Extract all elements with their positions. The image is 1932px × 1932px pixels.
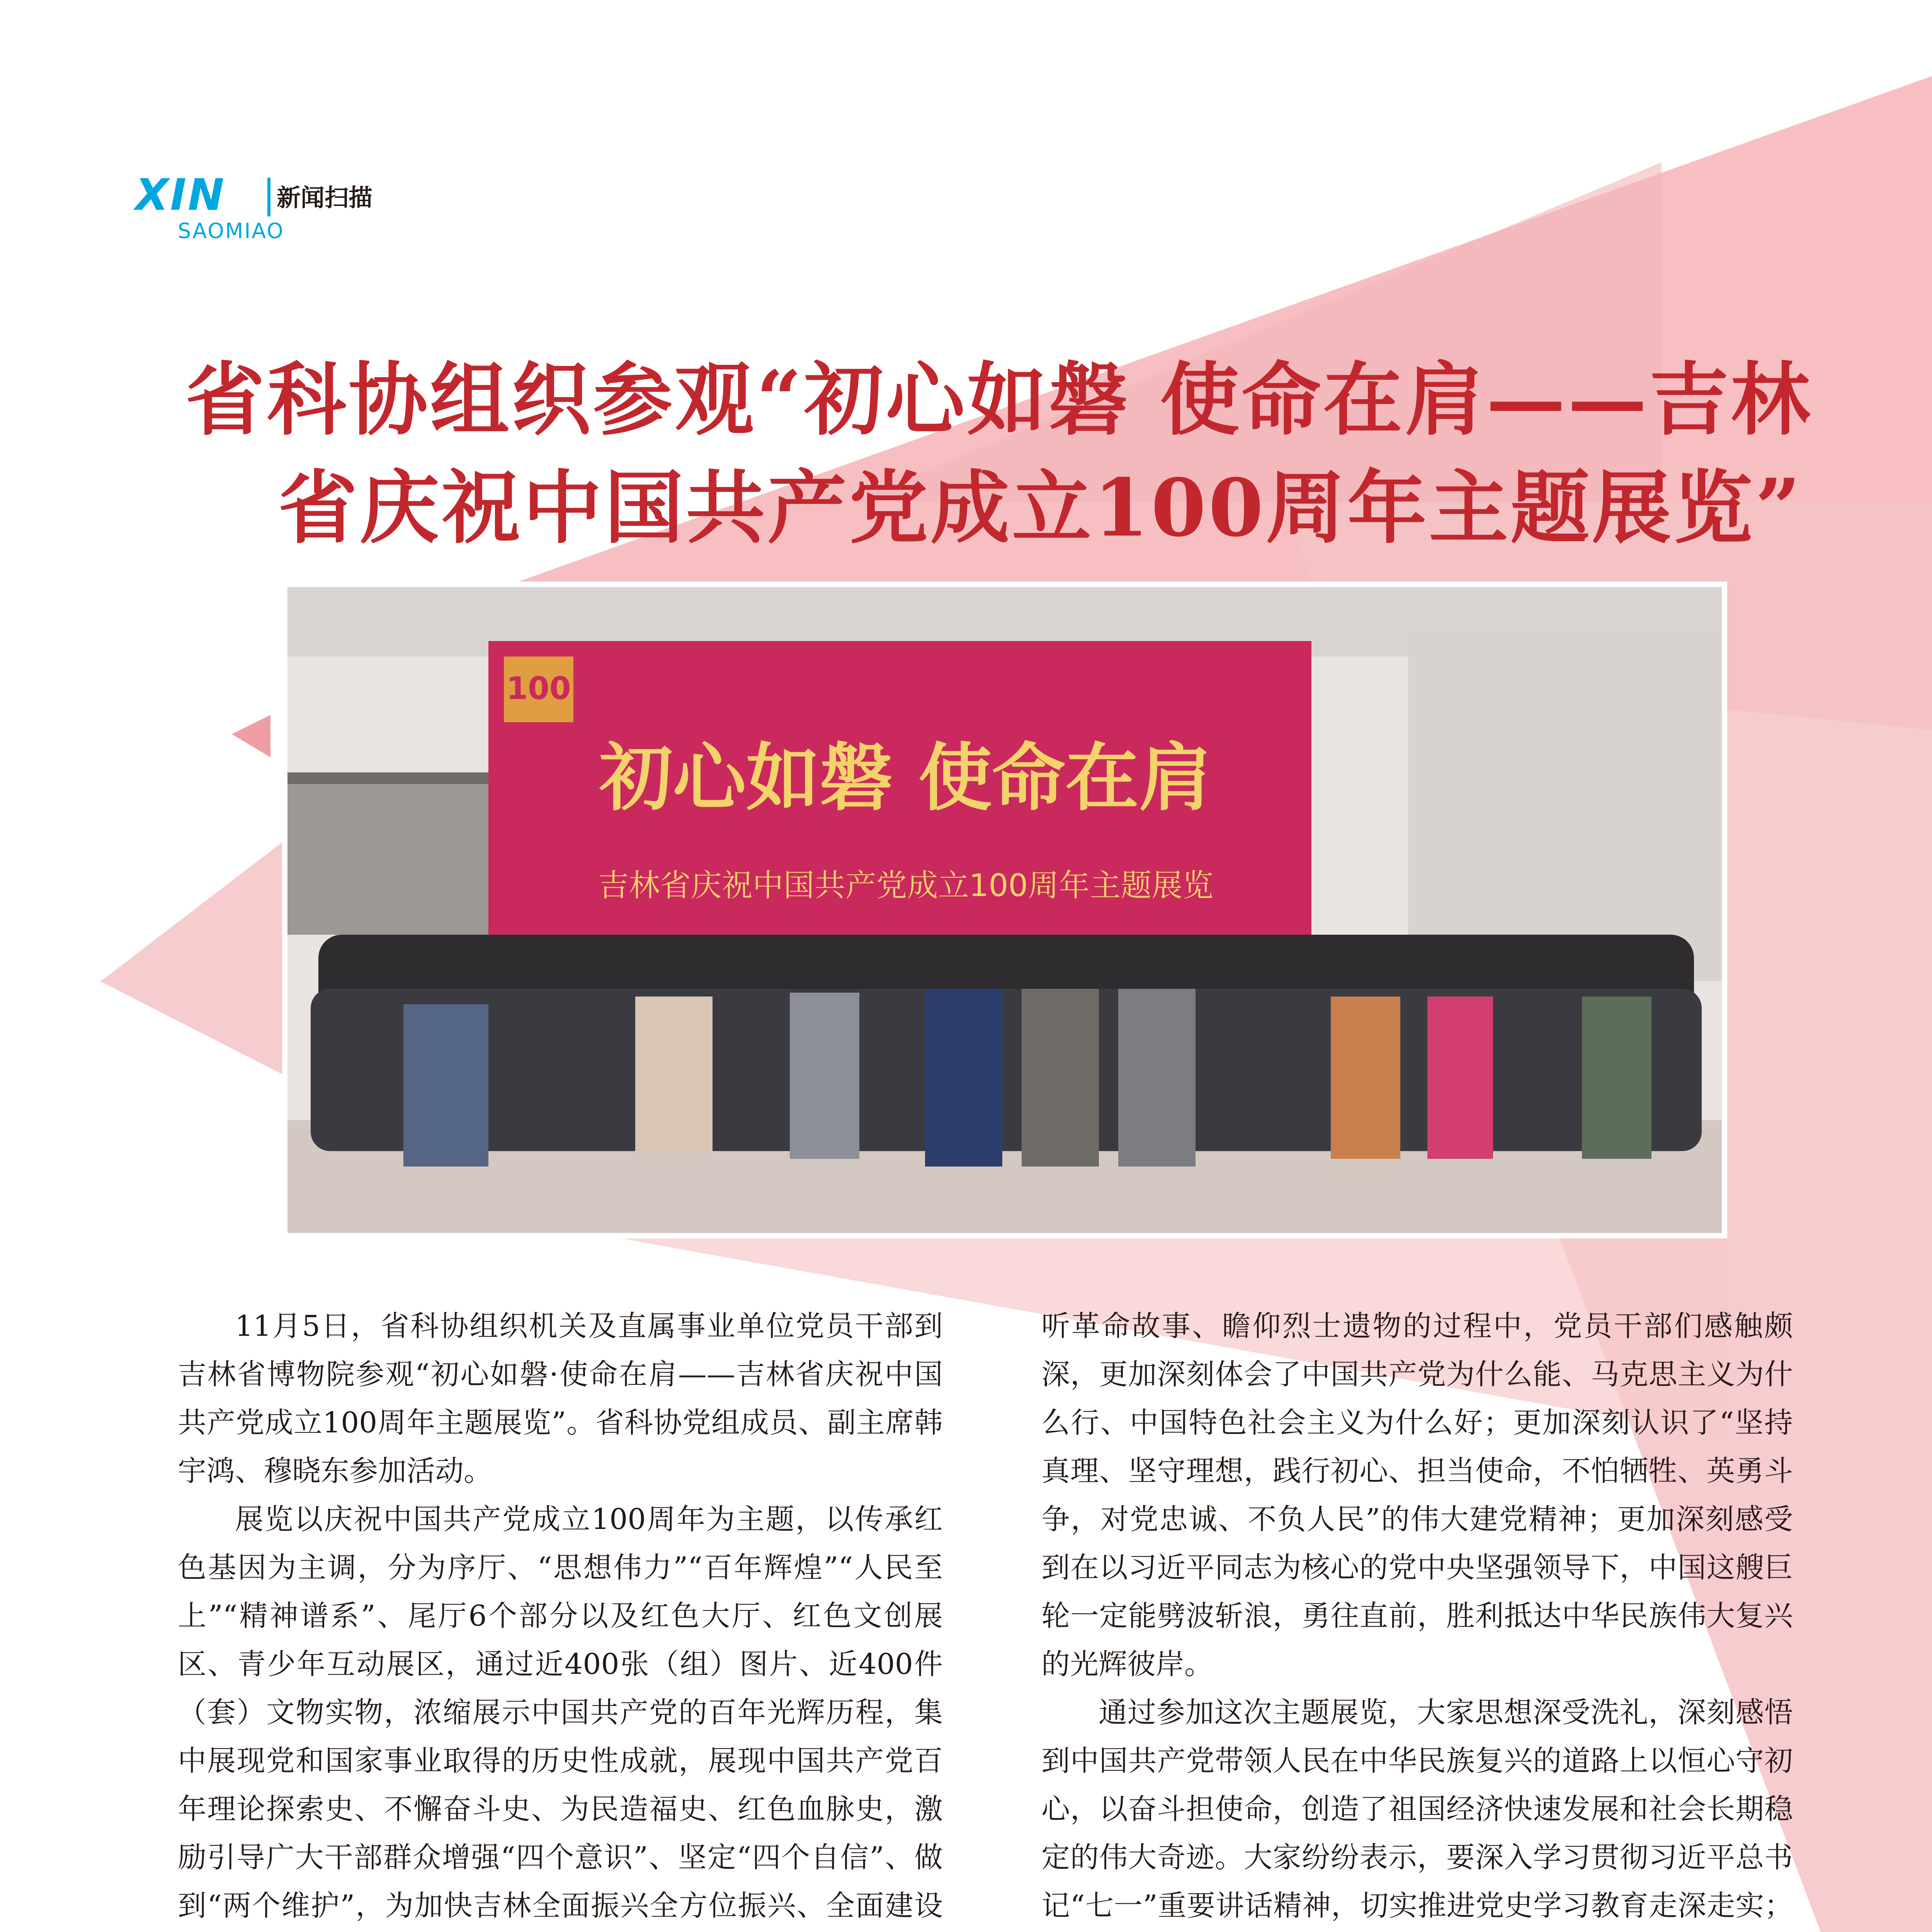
group-photo: [282, 582, 1727, 1238]
section-title: 新闻扫描: [277, 184, 373, 212]
article-right-column: [1041, 1302, 1793, 1932]
triangle-pink-left: [100, 842, 282, 1074]
paragraph-2: 展览以庆祝中国共产党成立100周年为主题，以传承红色基因为主调，分为序厅、“思想伟力”“百年辉煌”“人民至上”“精神谱系”、尾厅6个部分以及红色大厅、红色文创展区、青少年互动展区，通过近400张（组）图片、近400件（套）文物实物，浓缩展示中国共产党的百年光辉历程，集中展现党和国家事业取得的历史性成就，展现中国共产党百年理论探索史、不懈奋斗史、为民造福史、红色血脉史，激励引导广大干部群众增强“四个意识”、坚定“四个自信”、做到“两个维护”，为加快吉林全面振兴全方位振兴、全面建设: [178, 1503, 943, 1922]
section-logo: XIN: [135, 170, 226, 220]
crowd: [311, 935, 1702, 1167]
paragraph-4: 通过参加这次主题展览，大家思想深受洗礼，深刻感悟到中国共产党带领人民在中华民族复兴的道路上以恒心守初心，以奋斗担使命，创造了祖国经济快速发展和社会长期稳定的伟大奇迹。大家纷纷表示，要深入学习贯彻习近平总书记“七一”重要讲话精神，切实推进党史学习教育走深走实；: [1041, 1696, 1793, 1922]
triangle-small-left: [232, 715, 270, 757]
article-left-column: [178, 1302, 943, 1932]
group-photo-illustration: [287, 587, 1722, 1233]
banner-sub-text: 吉林省庆祝中国共产党成立100周年主题展览: [598, 867, 1214, 903]
paragraph-1: 11月5日，省科协组织机关及直属事业单位党员干部到吉林省博物院参观“初心如磐·使命在肩——吉林省庆祝中国共产党成立100周年主题展览”。省科协党组成员、副主席韩宇鸿、穆晓东参加活动。: [178, 1310, 943, 1488]
headline-line-1: 省科协组织参观“初心如磐 使命在肩——吉林: [185, 354, 1813, 446]
section-divider: [267, 178, 270, 216]
banner-main-text: 初心如磐 使命在肩: [599, 735, 1213, 821]
paragraph-3-continued: 听革命故事、瞻仰烈士遗物的过程中，党员干部们感触颇深，更加深刻体会了中国共产党为什么能、马克思主义为什么行、中国特色社会主义为什么好；更加深刻认识了“坚持真理、坚守理想，践行初心、担当使命，不怕牺牲、英勇斗争，对党忠诚、不负人民”的伟大建党精神；更加深刻感受到在以习近平同志为核心的党中央坚强领导下，中国这艘巨轮一定能劈波斩浪，勇往直前，胜利抵达中华民族伟大复兴的光辉彼岸。: [1041, 1310, 1793, 1681]
section-subtitle: SAOMIAO: [178, 219, 284, 243]
headline-line-2: 省庆祝中国共产党成立100周年主题展览”: [278, 462, 1803, 554]
banner-logo-number: 100: [506, 670, 571, 706]
